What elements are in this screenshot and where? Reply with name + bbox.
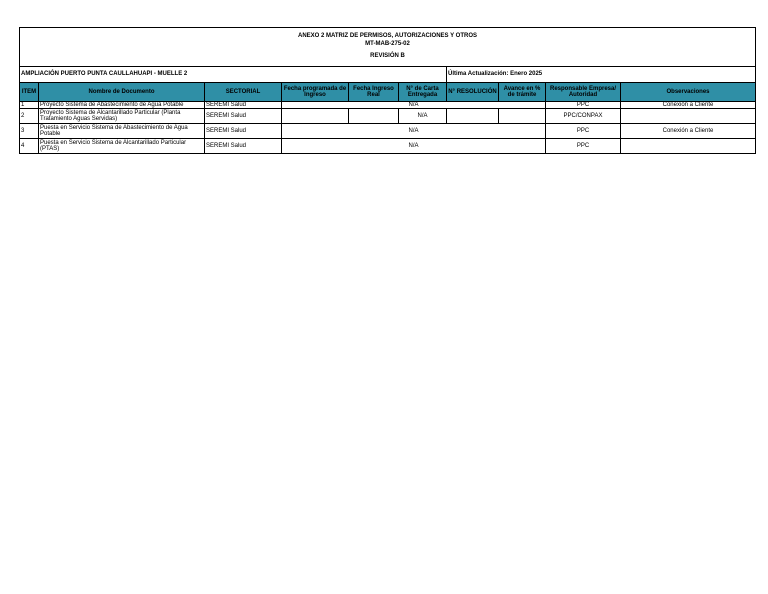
row-observations: Conexión a Cliente	[621, 124, 756, 139]
header-document-name: Nombre de Documento	[39, 83, 205, 102]
table-row	[20, 124, 756, 139]
row-actual-date	[349, 109, 399, 124]
header-actual-date: Fecha Ingreso Real	[349, 83, 399, 102]
permits-matrix-table	[19, 27, 756, 154]
header-item: ITEM	[20, 83, 39, 102]
row-status: N/A	[282, 124, 546, 139]
row-sectorial: SEREMI Salud	[205, 124, 282, 139]
document-title-block	[20, 28, 756, 67]
last-update: Última Actualización: Enero 2025	[447, 67, 756, 83]
row-status: N/A	[282, 139, 546, 154]
row-responsible: PPC/CONPAX	[546, 109, 621, 124]
row-document-name: Puesta en Servicio Sistema de Abastecimiento de Agua Potable	[39, 124, 205, 139]
row-observations	[621, 109, 756, 124]
table-row	[20, 109, 756, 124]
document-code: MT-MAB-275-02	[365, 40, 410, 47]
row-sectorial: SEREMI Salud	[205, 109, 282, 124]
project-name: AMPLIACIÓN PUERTO PUNTA CAULLAHUAPI - MUELLE 2	[20, 67, 447, 83]
header-responsible: Responsable Empresa/ Autoridad	[546, 83, 621, 102]
row-item-number: 1	[20, 102, 39, 109]
row-item-number: 4	[20, 139, 39, 154]
row-status: N/A	[282, 102, 546, 109]
row-responsible: PPC	[546, 124, 621, 139]
row-document-name: Puesta en Servicio Sistema de Alcantarillado Particular (PTAS)	[39, 139, 205, 154]
row-item-number: 3	[20, 124, 39, 139]
header-progress: Avance en % de trámite	[499, 83, 546, 102]
header-letter-number: N° de Carta Entregada	[399, 83, 447, 102]
row-status: N/A	[399, 109, 447, 124]
header-scheduled-date: Fecha programada de Ingreso	[282, 83, 349, 102]
row-sectorial: SEREMI Salud	[205, 102, 282, 109]
table-row	[20, 139, 756, 154]
row-scheduled-date	[282, 109, 349, 124]
row-observations: Conexión a Cliente	[621, 102, 756, 109]
row-responsible: PPC	[546, 102, 621, 109]
document-revision: REVISIÓN B	[370, 53, 405, 60]
row-responsible: PPC	[546, 139, 621, 154]
header-sectorial: SECTORIAL	[205, 83, 282, 102]
row-resolution	[447, 109, 499, 124]
row-document-name: Proyecto Sistema de Abastecimiento de Agua Potable	[39, 102, 205, 109]
row-sectorial: SEREMI Salud	[205, 139, 282, 154]
row-progress	[499, 109, 546, 124]
header-observations: Observaciones	[621, 83, 756, 102]
document-title: ANEXO 2 MATRIZ DE PERMISOS, AUTORIZACIONES Y OTROS	[297, 33, 478, 40]
header-resolution-number: N° RESOLUCIÓN	[447, 83, 499, 102]
row-item-number: 2	[20, 109, 39, 124]
row-observations	[621, 139, 756, 154]
table-row	[20, 102, 756, 109]
row-document-name: Proyecto Sistema de Alcantarillado Particular (Planta Tratamiento Aguas Servidas)	[39, 109, 205, 124]
